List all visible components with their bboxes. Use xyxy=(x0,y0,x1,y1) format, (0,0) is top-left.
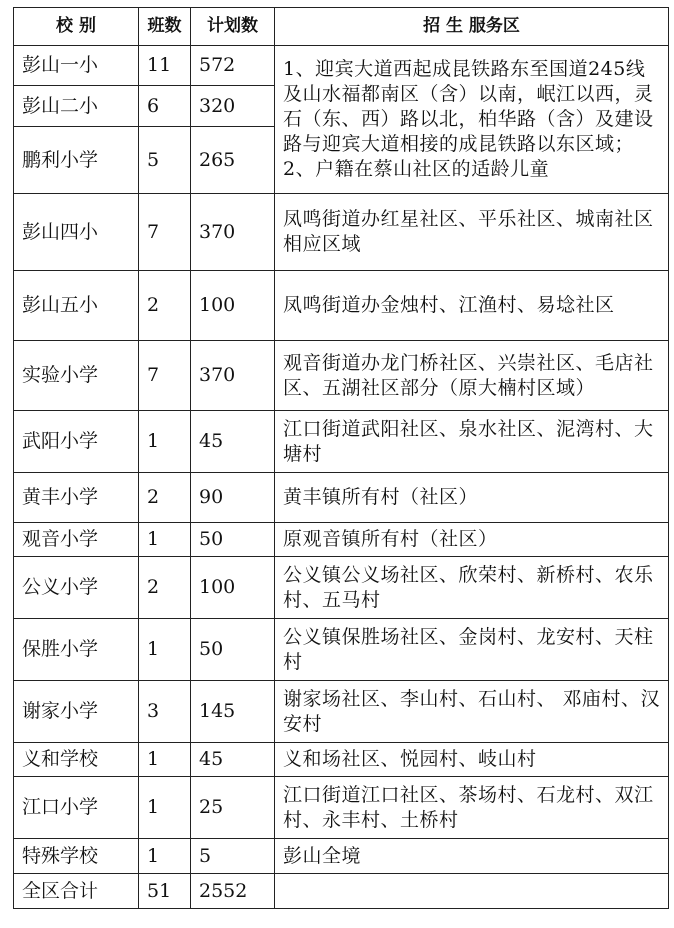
table-row xyxy=(14,473,669,523)
school-name: 谢家小学 xyxy=(14,681,139,743)
school-name: 公义小学 xyxy=(14,557,139,619)
service-area-merged xyxy=(275,46,669,194)
school-name: 保胜小学 xyxy=(14,619,139,681)
plan-count: 572 xyxy=(191,46,275,86)
class-count: 1 xyxy=(139,777,191,839)
table-row xyxy=(14,411,669,473)
table-row xyxy=(14,557,669,619)
school-name: 彭山一小 xyxy=(14,46,139,86)
school-name: 义和学校 xyxy=(14,743,139,777)
plan-count: 90 xyxy=(191,473,275,523)
table-row xyxy=(14,839,669,874)
service-area: 谢家场社区、李山村、石山村、 邓庙村、汉安村 xyxy=(275,681,669,743)
service-area: 凤鸣街道办红星社区、平乐社区、城南社区相应区域 xyxy=(275,194,669,271)
class-count: 11 xyxy=(139,46,191,86)
class-count: 7 xyxy=(139,194,191,271)
header-plan: 计划数 xyxy=(191,8,275,46)
service-area: 江口街道武阳社区、泉水社区、泥湾村、大塘村 xyxy=(275,411,669,473)
plan-count: 265 xyxy=(191,127,275,194)
class-count: 2 xyxy=(139,473,191,523)
plan-count: 45 xyxy=(191,743,275,777)
header-service: 招 生 服务区 xyxy=(275,8,669,46)
plan-count: 370 xyxy=(191,341,275,411)
school-name: 江口小学 xyxy=(14,777,139,839)
school-name: 鹏利小学 xyxy=(14,127,139,194)
enrollment-table xyxy=(13,7,669,909)
service-area: 凤鸣街道办金烛村、江渔村、易埝社区 xyxy=(275,271,669,341)
table-row xyxy=(14,523,669,557)
plan-count: 370 xyxy=(191,194,275,271)
plan-count: 45 xyxy=(191,411,275,473)
table-row xyxy=(14,271,669,341)
school-name: 彭山二小 xyxy=(14,86,139,127)
table-row xyxy=(14,46,669,86)
service-area: 义和场社区、悦园村、岐山村 xyxy=(275,743,669,777)
service-area: 黄丰镇所有村（社区） xyxy=(275,473,669,523)
class-count: 1 xyxy=(139,839,191,874)
class-count: 1 xyxy=(139,619,191,681)
table-row xyxy=(14,681,669,743)
school-name: 特殊学校 xyxy=(14,839,139,874)
plan-count: 5 xyxy=(191,839,275,874)
school-name: 武阳小学 xyxy=(14,411,139,473)
class-count: 5 xyxy=(139,127,191,194)
class-count: 1 xyxy=(139,411,191,473)
plan-count: 145 xyxy=(191,681,275,743)
plan-count: 100 xyxy=(191,271,275,341)
school-name: 实验小学 xyxy=(14,341,139,411)
class-count: 1 xyxy=(139,743,191,777)
school-name: 观音小学 xyxy=(14,523,139,557)
table-row xyxy=(14,743,669,777)
service-area: 公义镇公义场社区、欣荣村、新桥村、农乐村、五马村 xyxy=(275,557,669,619)
plan-count: 50 xyxy=(191,523,275,557)
table-row xyxy=(14,619,669,681)
class-count: 1 xyxy=(139,523,191,557)
table-row xyxy=(14,194,669,271)
total-plan: 2552 xyxy=(191,874,275,909)
plan-count: 50 xyxy=(191,619,275,681)
class-count: 6 xyxy=(139,86,191,127)
service-area: 彭山全境 xyxy=(275,839,669,874)
service-area: 公义镇保胜场社区、金岗村、龙安村、天柱村 xyxy=(275,619,669,681)
school-name: 黄丰小学 xyxy=(14,473,139,523)
service-area: 江口街道江口社区、茶场村、石龙村、双江村、永丰村、土桥村 xyxy=(275,777,669,839)
plan-count: 100 xyxy=(191,557,275,619)
total-row xyxy=(14,874,669,909)
service-area: 观音街道办龙门桥社区、兴崇社区、毛店社区、五湖社区部分（原大楠村区域） xyxy=(275,341,669,411)
service-area-text: 1、迎宾大道西起成昆铁路东至国道245线及山水福都南区（含）以南，岷江以西，灵石（东、西）路以北，柏华路（含）及建设路与迎宾大道相接的成昆铁路以东区域；2、户籍在蔡山社区的适龄儿童 xyxy=(283,58,654,180)
plan-count: 320 xyxy=(191,86,275,127)
class-count: 3 xyxy=(139,681,191,743)
header-classes: 班数 xyxy=(139,8,191,46)
header-school: 校 别 xyxy=(14,8,139,46)
class-count: 2 xyxy=(139,557,191,619)
total-label: 全区合计 xyxy=(14,874,139,909)
school-name: 彭山五小 xyxy=(14,271,139,341)
class-count: 2 xyxy=(139,271,191,341)
plan-count: 25 xyxy=(191,777,275,839)
class-count: 7 xyxy=(139,341,191,411)
table-row xyxy=(14,341,669,411)
header-row xyxy=(14,8,669,46)
service-area xyxy=(275,874,669,909)
service-area: 原观音镇所有村（社区） xyxy=(275,523,669,557)
total-classes: 51 xyxy=(139,874,191,909)
table-row xyxy=(14,777,669,839)
school-name: 彭山四小 xyxy=(14,194,139,271)
